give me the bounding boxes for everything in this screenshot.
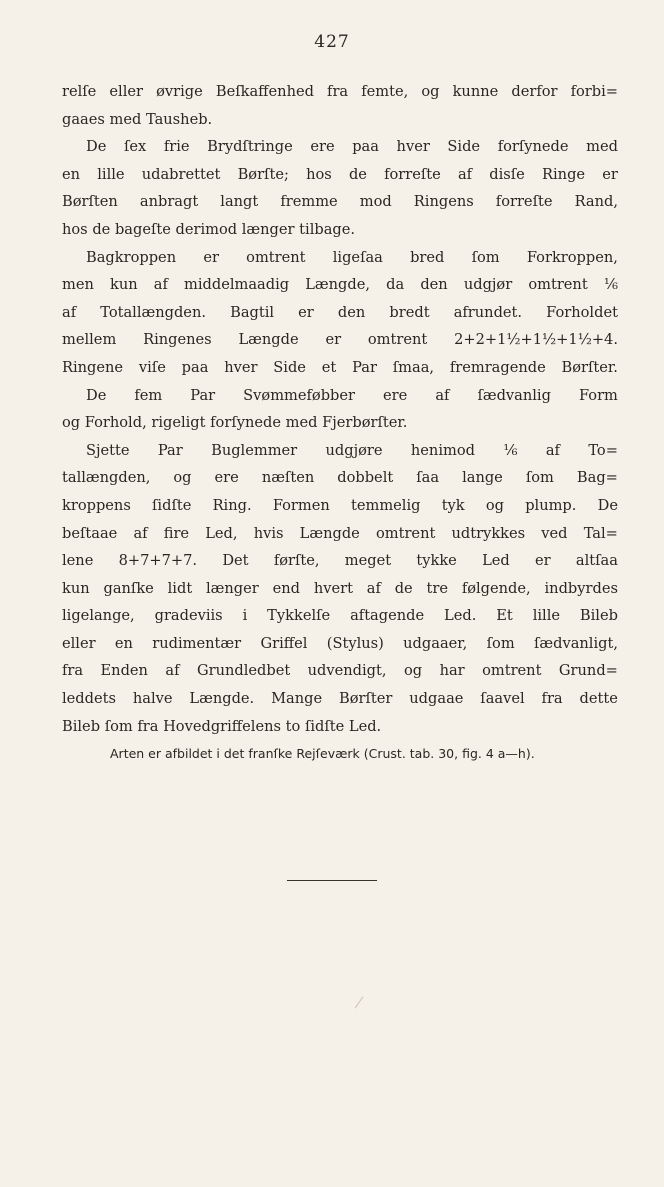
text-line: Sjette Par Buglemmer udgjøre henimod ⅙ af To= (86, 441, 618, 459)
text-line: leddets halve Længde. Mange Børſter udgaae ſaavel fra dette (62, 690, 618, 708)
text-line: Bagkroppen er omtrent ligeſaa bred ſom Forkroppen, (86, 248, 618, 266)
footnote: Arten er afbildet i det franſke Rejſeværk (Crust. tab. 30, fig. 4 a—h). (110, 746, 535, 762)
text-line: lene 8+7+7+7. Det førſte, meget tykke Led er altſaa (62, 552, 618, 570)
text-line: Bileb ſom fra Hovedgriffelens to ſidſte Led. (62, 717, 382, 735)
text-line: fra Enden af Grundledbet udvendigt, og har omtrent Grund= (62, 662, 618, 680)
text-line: tallængden, og ere næſten dobbelt ſaa lange ſom Bag= (62, 469, 618, 487)
text-line: relſe eller øvrige Beſkaffenhed fra femte, og kunne derfor forbi= (62, 83, 618, 100)
text-line: ligelange, gradeviis i Tykkelſe aftagende Led. Et lille Bileb (62, 607, 618, 625)
text-line: Ringene viſe paa hver Side et Par ſmaa, fremragende Børſter. (62, 358, 618, 376)
text-line: hos de bageſte derimod længer tilbage. (62, 220, 356, 238)
text-line: beſtaae af fire Led, hvis Længde omtrent udtrykkes ved Tal= (62, 524, 618, 542)
text-block (62, 78, 618, 768)
text-line: men kun af middelmaadig Længde, da den udgjør omtrent ⅙ (62, 276, 618, 294)
text-line: mellem Ringenes Længde er omtrent 2+2+1½+1½+1½+4. (62, 331, 618, 349)
page-number: 427 (314, 32, 350, 52)
text-line: kun ganſke lidt længer end hvert af de tre følgende, indbyrdes (62, 579, 618, 597)
text-line: og Forhold, rigeligt forſynede med Fjerbørſter. (62, 414, 408, 432)
text-line: af Totallængden. Bagtil er den bredt afrundet. Forholdet (62, 303, 618, 321)
text-line: eller en rudimentær Griffel (Stylus) udgaaer, ſom ſædvanligt, (62, 634, 618, 652)
pencil-mark (355, 996, 364, 1008)
text-line: De ſex frie Brydſtringe ere paa hver Side forſynede med (86, 138, 618, 156)
text-line: Børſten anbragt langt fremme mod Ringens forreſte Rand, (62, 193, 618, 211)
text-line: kroppens ſidſte Ring. Formen temmelig tyk og plump. De (62, 496, 618, 514)
text-line: De fem Par Svømmeføbber ere af ſædvanlig Form (86, 386, 618, 404)
text-line: en lille udabrettet Børſte; hos de forreſte af disſe Ringe er (62, 165, 618, 183)
section-rule (287, 880, 377, 881)
text-line: gaaes med Tausheb. (62, 110, 213, 128)
